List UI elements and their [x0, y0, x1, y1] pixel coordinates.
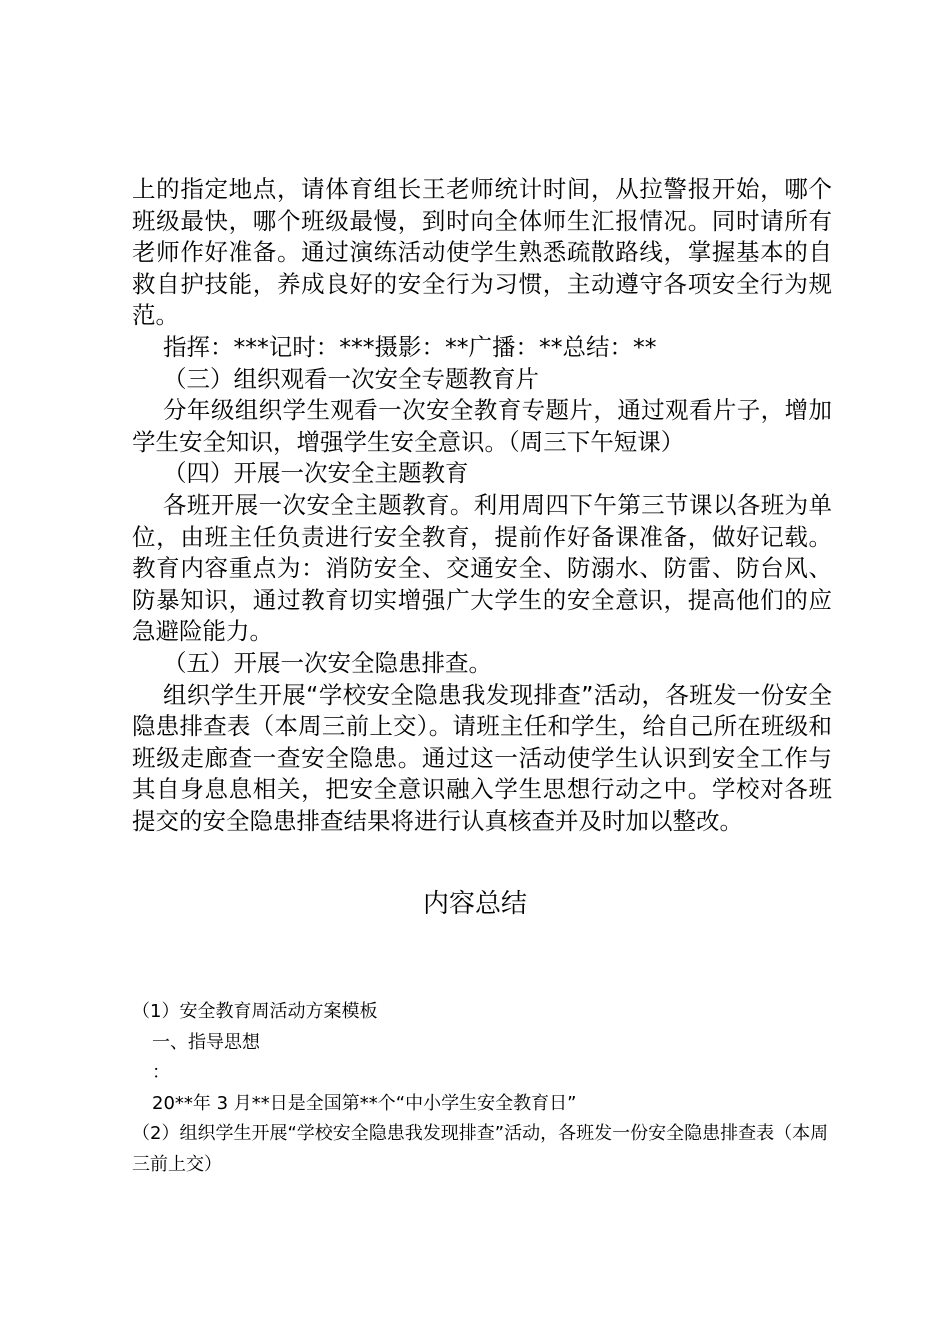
summary-title: 内容总结	[422, 889, 527, 919]
summary-item: （2）组织学生开展“学校安全隐患我发现排查”活动，各班发一份安全隐患排查表（本周三前上交）	[132, 1123, 829, 1175]
paragraph-hazard-check: 组织学生开展“学校安全隐患我发现排查”活动，各班发一份安全隐患排查表（本周三前上交）。请班主任和学生，给自己所在班级和班级走廊查一查安全隐患。通过这一活动使学生认识到安全工作与其自身息息相关，把安全意识融入学生思想行动之中。学校对各班提交的安全隐患排查结果将进行认真核查并及时加以整改。	[132, 680, 832, 835]
paragraph-video-viewing: 分年级组织学生观看一次安全教育专题片，通过观看片子，增加学生安全知识，增强学生安全意识。（周三下午短课）	[132, 396, 832, 456]
summary-item: 一、指导思想	[152, 1031, 260, 1053]
paragraph-theme-education: 各班开展一次安全主题教育。利用周四下午第三节课以各班为单位，由班主任负责进行安全教育，提前作好备课准备，做好记载。教育内容重点为：消防安全、交通安全、防溺水、防雷、防台风、防暴知识，通过教育切实增强广大学生的安全意识，提高他们的应急避险能力。	[132, 490, 832, 646]
summary-item: （1）安全教育周活动方案模板	[132, 1001, 378, 1022]
section-heading-4: （四）开展一次安全主题教育	[163, 459, 469, 488]
summary-list	[132, 997, 832, 1180]
section-heading-5: （五）开展一次安全隐患排查。	[163, 648, 492, 677]
document-body	[132, 174, 832, 837]
section-heading-3: （三）组织观看一次安全专题教育片	[163, 364, 539, 393]
paragraph-drill-arrangement: 上的指定地点，请体育组长王老师统计时间，从拉警报开始，哪个班级最快，哪个班级最慢，到时向全体师生汇报情况。同时请所有老师作好准备。通过演练活动使学生熟悉疏散路线，掌握基本的自救自护技能，养成良好的安全行为习惯，主动遵守各项安全行为规范。	[132, 175, 832, 330]
paragraph-staff-roles: 指挥：***记时：***摄影：**广播：**总结：**	[163, 332, 657, 361]
summary-item: ：	[152, 1062, 170, 1083]
summary-item: 20**年 3 月**日是全国第**个“中小学生安全教育日”	[152, 1092, 577, 1114]
